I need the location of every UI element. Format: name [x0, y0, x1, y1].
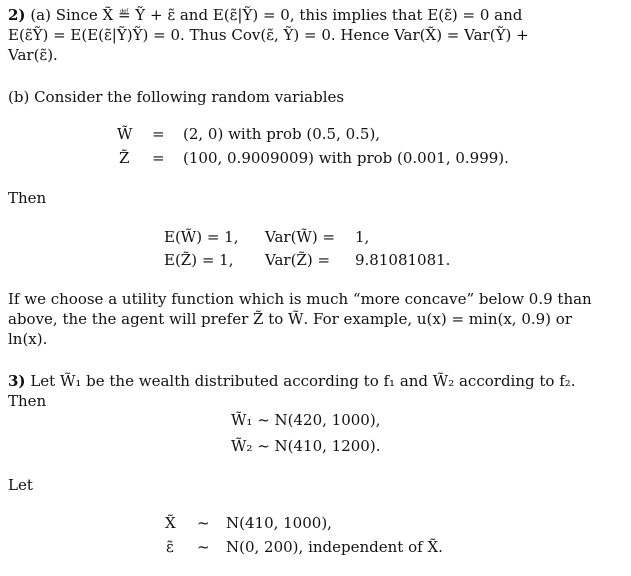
def-x-rhs: N(410, 1000),	[226, 514, 332, 532]
part-a-text-3: Var(ε̃).	[8, 46, 58, 64]
distribution-w1: W̃₁ ~ N(420, 1000),	[231, 411, 381, 429]
part-a-text-1: (a) Since X̃ ≝ Ỹ + ε̃ and E(ε̃|Ỹ) = 0, this implies that E(ε̃) = 0 and	[30, 6, 523, 24]
variable-z-lhs: Z̃	[119, 149, 130, 167]
utility-text-2: above, the the agent will prefer Z̃ to W̃. For example, u(x) = min(x, 0.9) or	[8, 310, 573, 328]
def-eps-lhs: ε̃	[166, 538, 174, 556]
utility-text-3: ln(x).	[8, 330, 48, 348]
variable-w-rhs: (2, 0) with prob (0.5, 0.5),	[183, 125, 381, 143]
moment-z-mean: E(Z̃) = 1,	[164, 251, 234, 269]
problem3-intro-1: Let W̃₁ be the wealth distributed according to f₁ and W̃₂ according to f₂.	[30, 372, 576, 390]
def-x-rel: ~	[197, 514, 210, 532]
let-label: Let	[8, 476, 33, 494]
problem3-line1	[8, 372, 576, 391]
problem3-intro-2: Then	[8, 392, 47, 410]
def-x-lhs: X̃	[165, 514, 176, 532]
variable-z-rel: =	[152, 149, 165, 167]
problem3-number: 3)	[8, 372, 26, 390]
distribution-w2: W̃₂ ~ N(410, 1200).	[231, 437, 381, 455]
def-eps-rhs: N(0, 200), independent of X̃.	[226, 538, 443, 556]
variable-z-rhs: (100, 0.9009009) with prob (0.001, 0.999).	[183, 149, 509, 167]
part-b-intro: (b) Consider the following random variables	[8, 88, 345, 106]
part-a-text-2: E(ε̃Ỹ) = E(E(ε̃|Ỹ)Ỹ) = 0. Thus Cov(ε̃, Ỹ) = 0. Hence Var(X̃) = Var(Ỹ) +	[8, 26, 529, 44]
problem2-line1	[8, 6, 522, 25]
variable-w-rel: =	[152, 125, 165, 143]
moment-z-var-value: 9.81081081.	[355, 251, 451, 269]
moment-z-var-label: Var(Z̃) =	[265, 251, 331, 269]
utility-text-1: If we choose a utility function which is much “more concave” below 0.9 than	[8, 290, 592, 308]
problem2-number: 2)	[8, 6, 26, 24]
def-eps-rel: ~	[197, 538, 210, 556]
moment-w-mean: E(W̃) = 1,	[164, 228, 239, 246]
moment-w-var-label: Var(W̃) =	[265, 228, 336, 246]
moment-w-var-value: 1,	[355, 228, 370, 246]
variable-w-lhs: W̃	[117, 125, 133, 143]
then-label: Then	[8, 189, 47, 207]
